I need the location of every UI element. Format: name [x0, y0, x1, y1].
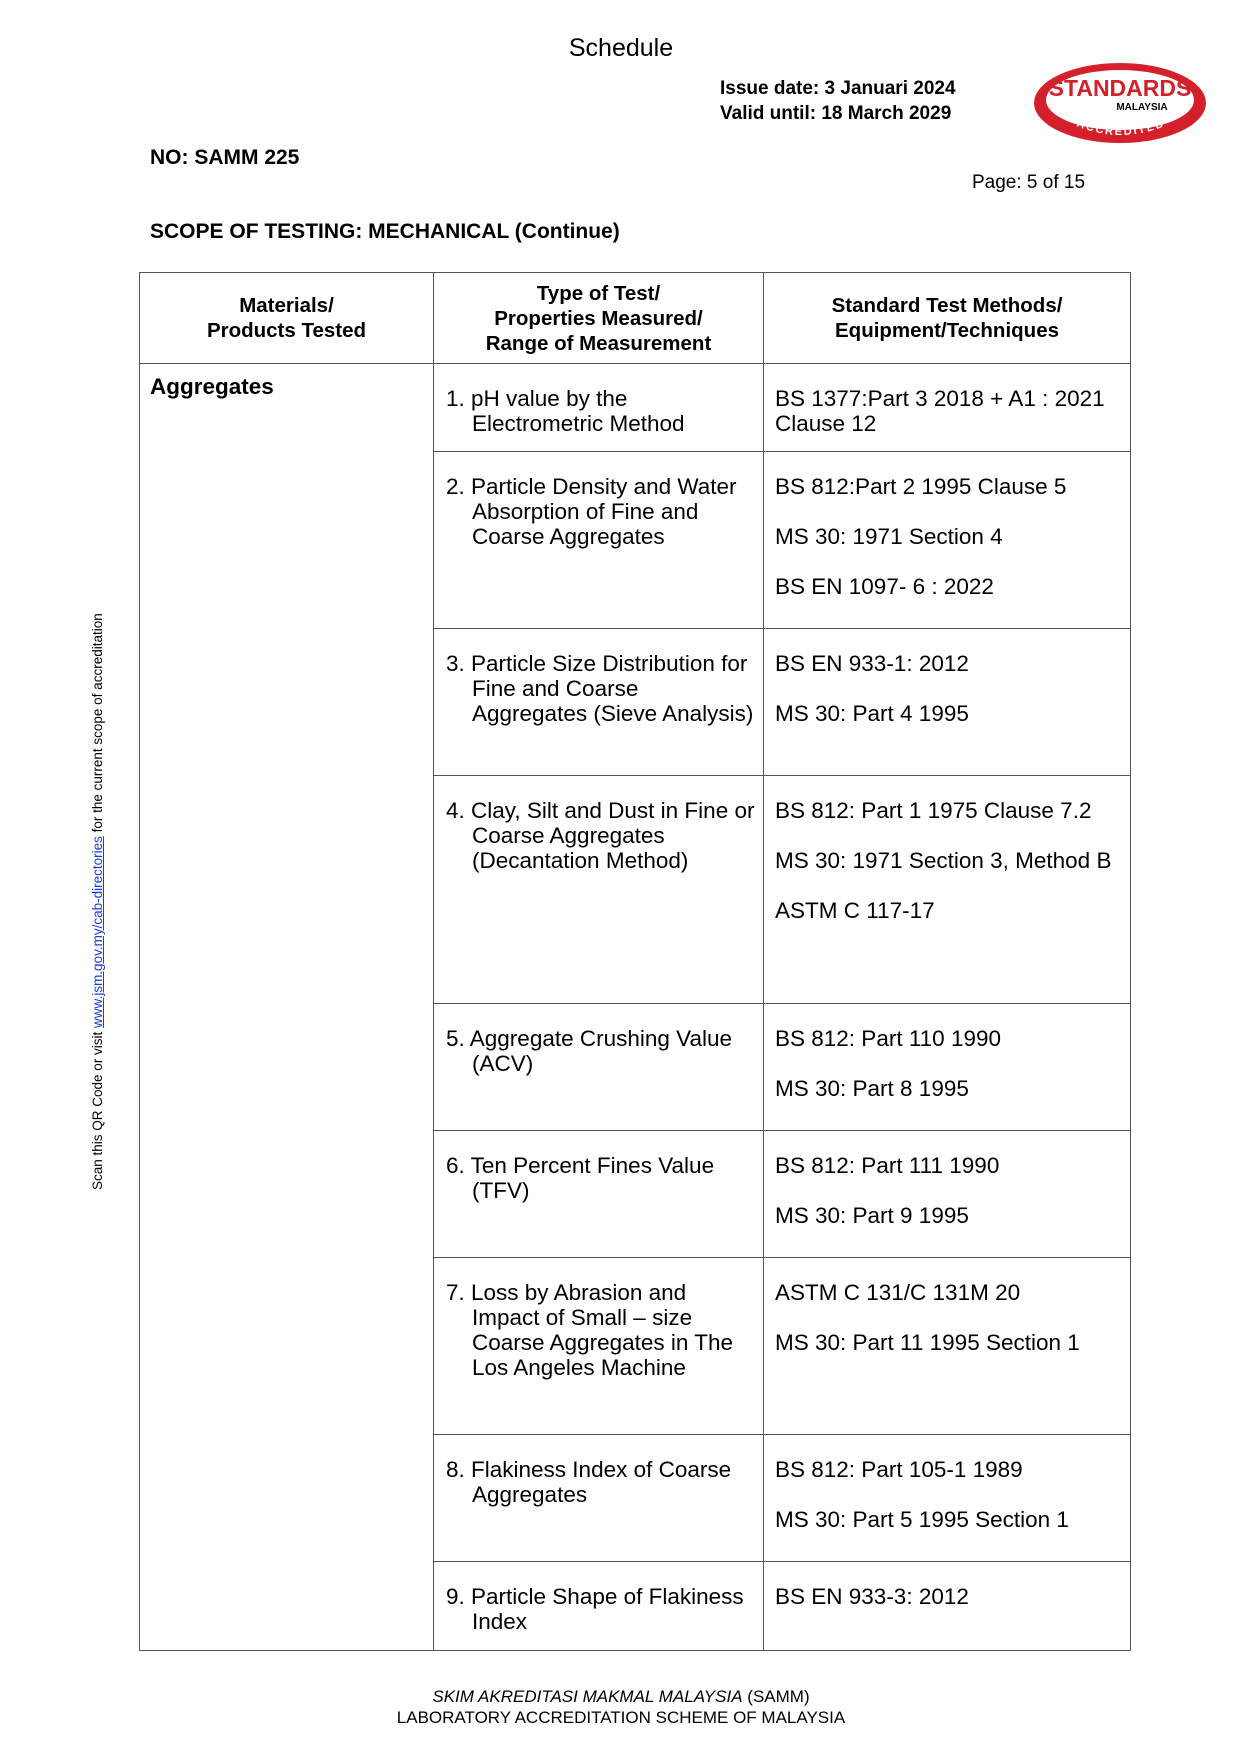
page-number: Page: 5 of 15: [972, 172, 1086, 193]
issue-date: Issue date: 3 Januari 2024: [720, 78, 956, 99]
logo-malaysia-text: MALAYSIA: [1116, 102, 1168, 113]
methods-cell: BS 812:Part 2 1995 Clause 5 MS 30: 1971 Section 4 BS EN 1097- 6 : 2022: [764, 452, 1131, 629]
valid-until: Valid until: 18 March 2029: [720, 103, 952, 124]
material-cell: Aggregates: [140, 364, 434, 1651]
methods-cell: BS EN 933-1: 2012 MS 30: Part 4 1995: [764, 629, 1131, 776]
test-cell: 1. pH value by the Electrometric Method: [434, 364, 764, 452]
test-cell: 6. Ten Percent Fines Value (TFV): [434, 1131, 764, 1258]
qr-side-note: [90, 613, 105, 1190]
test-cell: 3. Particle Size Distribution for Fine and Coarse Aggregates (Sieve Analysis): [434, 629, 764, 776]
footer-line-2: LABORATORY ACCREDITATION SCHEME OF MALAYSIA: [396, 1708, 846, 1727]
standards-malaysia-accredited-logo: [1030, 60, 1210, 146]
logo-standards-text: STANDARDS: [1048, 75, 1192, 101]
scope-heading: SCOPE OF TESTING: MECHANICAL (Continue): [150, 220, 620, 243]
side-note-suffix: for the current scope of accreditation: [90, 613, 105, 837]
methods-cell: BS EN 933-3: 2012: [764, 1562, 1131, 1651]
side-note-prefix: Scan this QR Code or visit: [90, 1027, 105, 1190]
header-test-type: Type of Test/ Properties Measured/ Range of Measurement: [434, 273, 764, 364]
footer-line-1: SKIM AKREDITASI MAKMAL MALAYSIA (SAMM): [432, 1687, 810, 1706]
table-row: [140, 364, 1131, 452]
methods-cell: ASTM C 131/C 131M 20 MS 30: Part 11 1995 Section 1: [764, 1258, 1131, 1435]
logo-accredited-text: ACCREDITED: [1075, 117, 1167, 139]
schedule-number: NO: SAMM 225: [150, 146, 300, 169]
test-cell: 7. Loss by Abrasion and Impact of Small – size Coarse Aggregates in The Los Angeles Machine: [434, 1258, 764, 1435]
header-standard-methods: Standard Test Methods/ Equipment/Techniques: [764, 273, 1131, 364]
test-cell: 2. Particle Density and Water Absorption of Fine and Coarse Aggregates: [434, 452, 764, 629]
test-cell: 4. Clay, Silt and Dust in Fine or Coarse Aggregates (Decantation Method): [434, 776, 764, 1004]
header-materials: Materials/ Products Tested: [140, 273, 434, 364]
methods-cell: BS 812: Part 105-1 1989 MS 30: Part 5 1995 Section 1: [764, 1435, 1131, 1562]
test-cell: 5. Aggregate Crushing Value (ACV): [434, 1004, 764, 1131]
methods-cell: BS 1377:Part 3 2018 + A1 : 2021 Clause 12: [764, 364, 1131, 452]
scope-table: [139, 272, 1131, 1651]
footer: [0, 1686, 1242, 1728]
test-cell: 8. Flakiness Index of Coarse Aggregates: [434, 1435, 764, 1562]
issue-dates: [720, 76, 956, 126]
page-title: Schedule: [568, 34, 674, 62]
methods-cell: BS 812: Part 111 1990 MS 30: Part 9 1995: [764, 1131, 1131, 1258]
table-header-row: [140, 273, 1131, 364]
cab-directories-link[interactable]: www.jsm.gov.my/cab-directories: [90, 836, 105, 1028]
methods-cell: BS 812: Part 110 1990 MS 30: Part 8 1995: [764, 1004, 1131, 1131]
test-cell: 9. Particle Shape of Flakiness Index: [434, 1562, 764, 1651]
methods-cell: BS 812: Part 1 1975 Clause 7.2 MS 30: 1971 Section 3, Method B ASTM C 117-17: [764, 776, 1131, 1004]
